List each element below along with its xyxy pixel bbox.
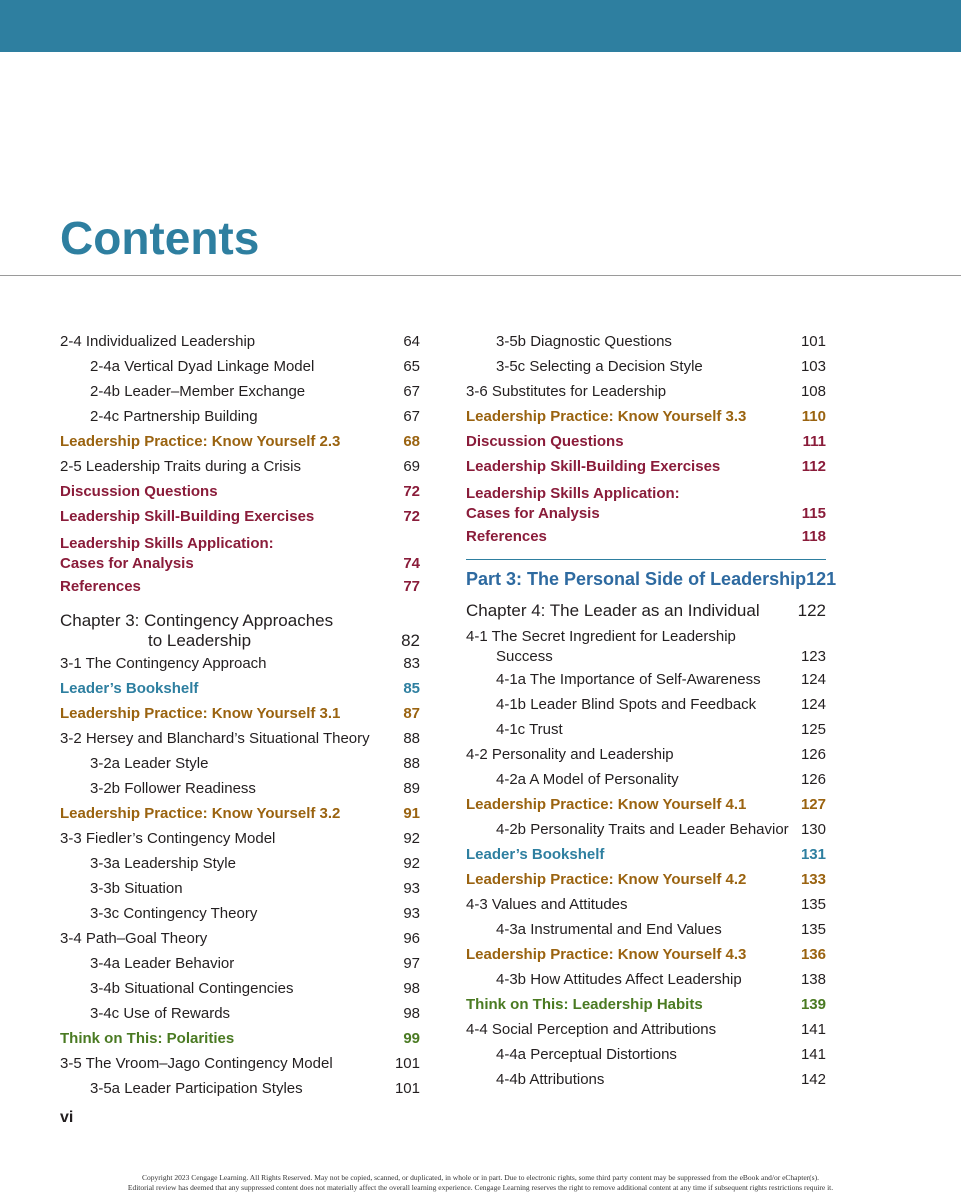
toc-page-number: 72 xyxy=(403,508,420,525)
toc-entry-title xyxy=(60,751,364,776)
toc-entry-title xyxy=(466,1042,770,1067)
toc-entry-title xyxy=(60,926,364,951)
toc-feature-entry[interactable] xyxy=(466,479,826,524)
toc-feature-entry[interactable] xyxy=(60,429,420,454)
toc-subsection-entry[interactable] xyxy=(60,354,420,379)
toc-entry-title-line: 2-5 Leadership Traits during a Crisis xyxy=(60,458,301,475)
toc-entry-title-line: 4-1c Trust xyxy=(496,721,563,738)
toc-entry-title xyxy=(60,876,364,901)
toc-page-number: 133 xyxy=(800,871,826,888)
toc-page-number: 124 xyxy=(800,671,826,688)
title-divider xyxy=(0,275,961,276)
toc-entry-title xyxy=(466,379,770,404)
toc-entry-title-line: Part 3: The Personal Side of Leadership xyxy=(466,569,807,589)
toc-page-number: 136 xyxy=(800,946,826,963)
toc-entry[interactable] xyxy=(466,1017,826,1042)
toc-entry-title xyxy=(466,454,770,479)
toc-entry-title-line: 4-2 Personality and Leadership xyxy=(466,746,674,763)
toc-entry-title-line: Chapter 4: The Leader as an Individual xyxy=(466,601,760,620)
toc-subsection-entry[interactable] xyxy=(60,379,420,404)
page-title: Contents xyxy=(60,212,260,264)
toc-page-number: 68 xyxy=(403,433,420,450)
toc-entry[interactable] xyxy=(466,892,826,917)
toc-entry-title xyxy=(466,667,770,692)
toc-feature-entry[interactable] xyxy=(466,842,826,867)
toc-entry[interactable] xyxy=(60,726,420,751)
toc-entry-title xyxy=(466,484,770,524)
toc-entry-title-line: 4-3a Instrumental and End Values xyxy=(496,921,722,938)
toc-entry-title-line: Discussion Questions xyxy=(60,483,218,500)
toc-feature-entry[interactable] xyxy=(466,404,826,429)
toc-entry-title xyxy=(466,404,770,429)
toc-page-number: 82 xyxy=(401,631,420,650)
toc-entry-title-line: Cases for Analysis xyxy=(60,555,194,572)
toc-entry[interactable] xyxy=(60,651,420,676)
toc-entry-title xyxy=(60,479,364,504)
toc-entry-title-line: 4-3b How Attitudes Affect Leadership xyxy=(496,971,742,988)
toc-entry-title-line: Success xyxy=(496,648,553,665)
toc-subsection-entry[interactable] xyxy=(466,817,826,842)
toc-page-number: 108 xyxy=(800,383,826,400)
toc-entry-title xyxy=(466,867,770,892)
toc-entry-title xyxy=(60,701,364,726)
toc-subsection-entry[interactable] xyxy=(60,851,420,876)
toc-entry-title-line: 3-4c Use of Rewards xyxy=(90,1005,231,1022)
toc-feature-entry[interactable] xyxy=(60,1026,420,1051)
toc-entry-title xyxy=(466,1017,770,1042)
toc-page-number: 111 xyxy=(802,433,826,450)
toc-entry-title-line: Leader’s Bookshelf xyxy=(60,680,199,697)
toc-entry[interactable] xyxy=(466,742,826,767)
toc-entry-title-line: Leadership Skills Application: xyxy=(466,485,680,502)
toc-page-number: 88 xyxy=(403,730,420,747)
toc-subsection-entry[interactable] xyxy=(466,692,826,717)
toc-page-number: 89 xyxy=(403,780,420,797)
toc-entry-title xyxy=(60,676,364,701)
header-bar xyxy=(0,0,961,52)
toc-page-number: 64 xyxy=(403,333,420,350)
toc-page-number: 115 xyxy=(801,505,826,522)
toc-entry-title-line: 3-2 Hersey and Blanchard’s Situational Theory xyxy=(60,730,370,747)
toc-entry-title-line: 2-4c Partnership Building xyxy=(90,408,258,425)
toc-entry-title-line: Leadership Practice: Know Yourself 4.1 xyxy=(466,796,747,813)
toc-entry[interactable] xyxy=(60,826,420,851)
toc-page-number: 98 xyxy=(403,1005,420,1022)
toc-entry-title xyxy=(466,767,770,792)
toc-page-number: 87 xyxy=(403,705,420,722)
toc-feature-entry[interactable] xyxy=(466,992,826,1017)
toc-entry-title xyxy=(466,600,770,622)
toc-entry-title xyxy=(60,901,364,926)
toc-entry-title-line: Leadership Skill-Building Exercises xyxy=(466,458,721,475)
toc-entry-title xyxy=(60,504,364,529)
toc-entry-title-line: Cases for Analysis xyxy=(466,505,600,522)
toc-entry-title-line: Leadership Practice: Know Yourself 4.2 xyxy=(466,871,747,888)
toc-entry-title-line: Leadership Skill-Building Exercises xyxy=(60,508,315,525)
toc-left-column xyxy=(60,329,420,1101)
toc-entry-title-line: to Leadership xyxy=(148,631,252,650)
toc-page-number: 101 xyxy=(394,1080,420,1097)
toc-subsection-entry[interactable] xyxy=(60,1076,420,1101)
toc-page-number: 135 xyxy=(800,896,826,913)
toc-entry-title-line: Think on This: Polarities xyxy=(60,1030,235,1047)
toc-page-number: 142 xyxy=(800,1071,826,1088)
toc-entry-title xyxy=(60,429,364,454)
toc-entry-title xyxy=(60,1051,364,1076)
toc-entry-title xyxy=(60,1076,364,1101)
toc-entry-title-line: 3-4b Situational Contingencies xyxy=(90,980,294,997)
toc-entry-title-line: 2-4 Individualized Leadership xyxy=(60,333,256,350)
toc-page-number: 127 xyxy=(800,796,826,813)
toc-page-number: 139 xyxy=(800,996,826,1013)
toc-page-number: 67 xyxy=(403,408,420,425)
toc-page-number: 135 xyxy=(800,921,826,938)
toc-chapter-entry[interactable] xyxy=(60,603,420,651)
page-number: vi xyxy=(60,1109,74,1126)
toc-page-number: 99 xyxy=(403,1030,420,1047)
toc-entry-title-line: 4-2a A Model of Personality xyxy=(496,771,679,788)
toc-feature-entry[interactable] xyxy=(60,529,420,574)
toc-feature-entry[interactable] xyxy=(466,942,826,967)
toc-feature-entry[interactable] xyxy=(466,429,826,454)
toc-entry[interactable] xyxy=(60,454,420,479)
toc-subsection-entry[interactable] xyxy=(60,876,420,901)
copyright-line-1: Copyright 2023 Cengage Learning. All Rights Reserved. May not be copied, scanned, or duplicated, in whole or in part. Due to electronic rights, some third party content may be suppressed from the eBook and/or eChapter(s). xyxy=(142,1173,819,1182)
toc-page-number: 77 xyxy=(403,578,420,595)
toc-entry-title-line: 3-6 Substitutes for Leadership xyxy=(466,383,667,400)
toc-entry-title-line: 4-1 The Secret Ingredient for Leadership xyxy=(466,628,736,645)
toc-subsection-entry[interactable] xyxy=(60,976,420,1001)
toc-entry-title-line: 4-4a Perceptual Distortions xyxy=(496,1046,677,1063)
toc-entry[interactable] xyxy=(60,1051,420,1076)
toc-entry-title xyxy=(466,524,770,549)
toc-entry-title xyxy=(60,651,364,676)
toc-entry-title-line: 4-4 Social Perception and Attributions xyxy=(466,1021,717,1038)
toc-entry-title-line: 3-2b Follower Readiness xyxy=(90,780,256,797)
toc-entry-title-line: 4-3 Values and Attitudes xyxy=(466,896,628,913)
toc-right-column xyxy=(466,329,837,1092)
toc-page-number: 96 xyxy=(403,930,420,947)
toc-entry-title xyxy=(60,404,364,429)
toc-entry-title xyxy=(60,801,364,826)
toc-subsection-entry[interactable] xyxy=(60,751,420,776)
toc-page-number: 130 xyxy=(800,821,826,838)
toc-entry-title-line: 2-4a Vertical Dyad Linkage Model xyxy=(90,358,315,375)
toc-page-number: 118 xyxy=(801,528,826,545)
copyright-line-2: Editorial review has deemed that any suppressed content does not materially affect the overall learning experience. Cengage Learning reserves the right to remove additional content at any time if subsequent rights restrictions require it. xyxy=(127,1183,834,1192)
toc-page-number: 88 xyxy=(403,755,420,772)
toc-subsection-entry[interactable] xyxy=(466,667,826,692)
toc-entry-title-line: 3-2a Leader Style xyxy=(90,755,209,772)
toc-feature-entry[interactable] xyxy=(466,867,826,892)
toc-entry-title xyxy=(60,1026,364,1051)
toc-page-number: 101 xyxy=(800,333,826,350)
toc-page-number: 69 xyxy=(403,458,420,475)
toc-entry-title xyxy=(60,726,370,751)
toc-entry-title xyxy=(466,892,770,917)
toc-page-number: 112 xyxy=(801,458,826,475)
toc-entry-title xyxy=(466,742,770,767)
toc-entry-title-line: 3-4 Path–Goal Theory xyxy=(60,930,208,947)
toc-feature-entry[interactable] xyxy=(60,676,420,701)
toc-page-number: 65 xyxy=(403,358,420,375)
toc-entry-title-line: 3-3b Situation xyxy=(90,880,183,897)
toc-page-number: 121 xyxy=(806,569,837,589)
toc-entry-title xyxy=(60,329,364,354)
toc-entry-title-line: 3-5b Diagnostic Questions xyxy=(496,333,672,350)
toc-entry-title xyxy=(466,429,770,454)
toc-feature-entry[interactable] xyxy=(466,792,826,817)
toc-page-number: 126 xyxy=(800,746,826,763)
toc-page-number: 93 xyxy=(403,905,420,922)
toc-page-number: 141 xyxy=(800,1021,826,1038)
toc-entry-title xyxy=(466,817,789,842)
toc-entry-title xyxy=(466,942,770,967)
toc-entry-title xyxy=(60,776,364,801)
toc-page-number: 74 xyxy=(403,555,420,572)
toc-entry-title-line: References xyxy=(60,578,141,595)
toc-entry-title-line: 3-1 The Contingency Approach xyxy=(60,655,267,672)
toc-subsection-entry[interactable] xyxy=(60,776,420,801)
toc-feature-entry[interactable] xyxy=(60,701,420,726)
toc-entry-title-line: 4-1a The Importance of Self-Awareness xyxy=(496,671,761,688)
toc-entry-title-line: 3-5a Leader Participation Styles xyxy=(90,1080,303,1097)
toc-entry-title xyxy=(466,1067,770,1092)
toc-entry-title-line: Leadership Practice: Know Yourself 3.1 xyxy=(60,705,341,722)
toc-entry[interactable] xyxy=(466,622,826,667)
toc-entry-title xyxy=(466,992,770,1017)
toc-entry-title xyxy=(466,329,770,354)
toc-page-number: 131 xyxy=(800,846,826,863)
toc-page-number: 101 xyxy=(394,1055,420,1072)
toc-page-number: 138 xyxy=(800,971,826,988)
toc-entry[interactable] xyxy=(60,926,420,951)
toc-page-number: 124 xyxy=(800,696,826,713)
toc-entry-title xyxy=(60,826,364,851)
toc-feature-entry[interactable] xyxy=(466,524,826,549)
toc-page-number: 126 xyxy=(800,771,826,788)
toc-entry-title xyxy=(466,354,770,379)
toc-subsection-entry[interactable] xyxy=(60,951,420,976)
toc-page-number: 123 xyxy=(800,648,826,665)
toc-entry-title xyxy=(466,564,806,594)
toc-entry-title xyxy=(466,917,770,942)
toc-entry-title-line: 3-4a Leader Behavior xyxy=(90,955,235,972)
toc-entry-title-line: Leadership Practice: Know Yourself 4.3 xyxy=(466,946,747,963)
toc-subsection-entry[interactable] xyxy=(466,329,826,354)
toc-feature-entry[interactable] xyxy=(60,504,420,529)
toc-feature-entry[interactable] xyxy=(466,454,826,479)
toc-feature-entry[interactable] xyxy=(60,479,420,504)
toc-entry-title-line: Leadership Practice: Know Yourself 2.3 xyxy=(60,433,341,450)
toc-entry-title xyxy=(466,792,770,817)
toc-entry-title-line: Leader’s Bookshelf xyxy=(466,846,605,863)
toc-entry-title xyxy=(60,976,364,1001)
toc-entry-title-line: 4-4b Attributions xyxy=(496,1071,605,1088)
copyright-notice xyxy=(0,1173,961,1193)
toc-subsection-entry[interactable] xyxy=(466,1042,826,1067)
toc-entry[interactable] xyxy=(466,379,826,404)
toc-page-number: 93 xyxy=(403,880,420,897)
toc-entry-title xyxy=(60,354,364,379)
toc-entry-title-line: Leadership Practice: Know Yourself 3.3 xyxy=(466,408,747,425)
toc-entry-title xyxy=(60,611,364,651)
toc-subsection-entry[interactable] xyxy=(466,967,826,992)
toc-subsection-entry[interactable] xyxy=(466,917,826,942)
toc-entry-title-line: 3-5 The Vroom–Jago Contingency Model xyxy=(60,1055,333,1072)
toc-page-number: 125 xyxy=(800,721,826,738)
toc-entry-title xyxy=(466,842,770,867)
toc-entry-title-line: References xyxy=(466,528,547,545)
toc-entry-title-line: 3-3a Leadership Style xyxy=(90,855,236,872)
toc-subsection-entry[interactable] xyxy=(466,1067,826,1092)
toc-page-number: 72 xyxy=(403,483,420,500)
toc-entry-title-line: 4-1b Leader Blind Spots and Feedback xyxy=(496,696,757,713)
toc-page-number: 141 xyxy=(800,1046,826,1063)
toc-page-number: 122 xyxy=(797,601,826,620)
toc-page-number: 103 xyxy=(800,358,826,375)
toc-subsection-entry[interactable] xyxy=(466,767,826,792)
toc-entry-title xyxy=(466,717,770,742)
toc-entry-title xyxy=(466,627,770,667)
toc-chapter-entry[interactable] xyxy=(466,594,826,622)
toc-feature-entry[interactable] xyxy=(60,574,420,599)
toc-entry-title-line: 2-4b Leader–Member Exchange xyxy=(90,383,306,400)
toc-page-number: 98 xyxy=(403,980,420,997)
toc-entry-title-line: Leadership Skills Application: xyxy=(60,535,274,552)
toc-entry-title-line: Leadership Practice: Know Yourself 3.2 xyxy=(60,805,341,822)
toc-page-number: 91 xyxy=(403,805,420,822)
toc-page-number: 85 xyxy=(403,680,420,697)
toc-subsection-entry[interactable] xyxy=(60,1001,420,1026)
toc-page-number: 92 xyxy=(403,855,420,872)
toc-entry-title-line: 3-5c Selecting a Decision Style xyxy=(496,358,703,375)
toc-page-number: 92 xyxy=(403,830,420,847)
toc-entry-title xyxy=(60,454,364,479)
toc-entry-title xyxy=(60,574,364,599)
toc-entry[interactable] xyxy=(60,329,420,354)
toc-page-number: 83 xyxy=(403,655,420,672)
toc-part-heading[interactable] xyxy=(466,559,837,594)
toc-subsection-entry[interactable] xyxy=(60,901,420,926)
toc-entry-title-line: 3-3 Fiedler’s Contingency Model xyxy=(60,830,276,847)
toc-subsection-entry[interactable] xyxy=(466,354,826,379)
toc-feature-entry[interactable] xyxy=(60,801,420,826)
toc-entry-title xyxy=(60,1001,364,1026)
toc-entry-title-line: Chapter 3: Contingency Approaches xyxy=(60,611,334,630)
toc-page-number: 67 xyxy=(403,383,420,400)
toc-entry-title-line: 3-3c Contingency Theory xyxy=(90,905,258,922)
toc-subsection-entry[interactable] xyxy=(466,717,826,742)
toc-subsection-entry[interactable] xyxy=(60,404,420,429)
toc-entry-title xyxy=(60,379,364,404)
toc-entry-title xyxy=(466,692,770,717)
toc-entry-title xyxy=(60,534,364,574)
toc-entry-title xyxy=(60,851,364,876)
toc-entry-title xyxy=(466,967,770,992)
toc-entry-title-line: 4-2b Personality Traits and Leader Behavior xyxy=(496,821,789,838)
toc-entry-title-line: Think on This: Leadership Habits xyxy=(466,996,703,1013)
toc-page-number: 97 xyxy=(403,955,420,972)
toc-entry-title xyxy=(60,951,364,976)
toc-entry-title-line: Discussion Questions xyxy=(466,433,624,450)
toc-page-number: 110 xyxy=(801,408,826,425)
